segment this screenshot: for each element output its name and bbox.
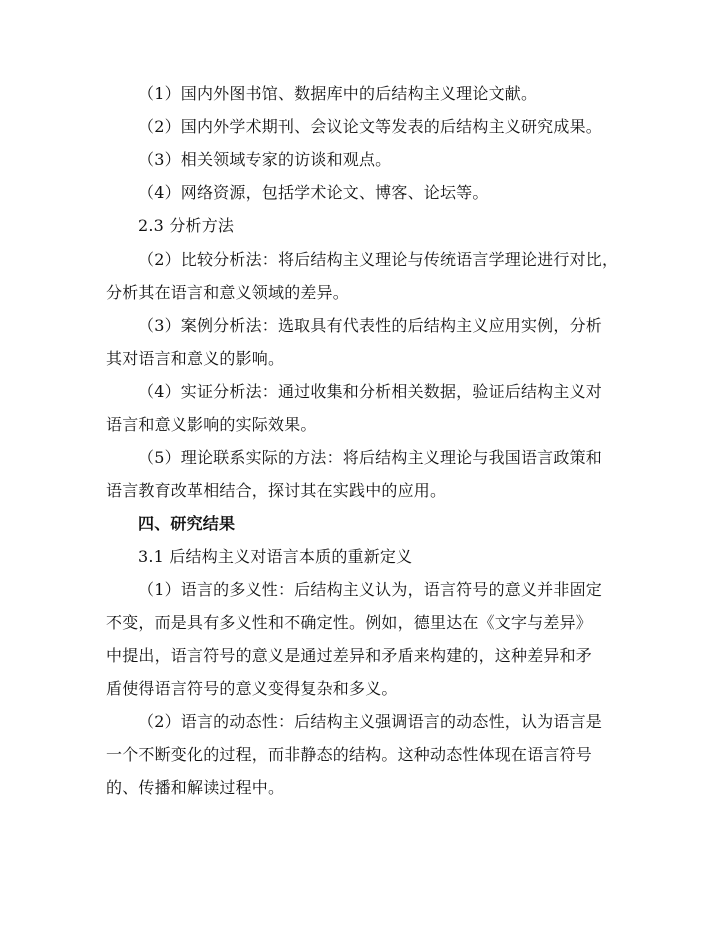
text-line-method-4b: 语言和意义影响的实际效果。 (106, 415, 317, 434)
text-line-method-4a: （4）实证分析法：通过收集和分析相关数据，验证后结构主义对 (138, 382, 602, 401)
text-line-result-1d: 盾使得语言符号的意义变得复杂和多义。 (106, 679, 398, 698)
text-line-method-2a: （2）比较分析法：将后结构主义理论与传统语言学理论进行对比， (138, 250, 619, 269)
text-line-result-2c: 的、传播和解读过程中。 (106, 778, 285, 797)
section-heading-2-3: 2.3 分析方法 (138, 216, 235, 235)
section-heading-3-1: 3.1 后结构主义对语言本质的重新定义 (138, 547, 413, 566)
text-line-source-2: （2）国内外学术期刊、会议论文等发表的后结构主义研究成果。 (138, 117, 602, 136)
text-line-source-1: （1）国内外图书馆、数据库中的后结构主义理论文献。 (138, 84, 538, 103)
text-line-result-1a: （1）语言的多义性：后结构主义认为，语言符号的意义并非固定 (138, 580, 602, 599)
text-line-result-2b: 一个不断变化的过程，而非静态的结构。这种动态性体现在语言符号 (106, 745, 593, 764)
text-line-result-1b: 不变，而是具有多义性和不确定性。例如，德里达在《文字与差异》 (106, 613, 593, 632)
text-line-method-3a: （3）案例分析法：选取具有代表性的后结构主义应用实例，分析 (138, 316, 602, 335)
text-line-method-3b: 其对语言和意义的影响。 (106, 349, 285, 368)
text-line-source-4: （4）网络资源，包括学术论文、博客、论坛等。 (138, 183, 489, 202)
text-line-source-3: （3）相关领域专家的访谈和观点。 (138, 150, 392, 169)
text-line-method-5b: 语言教育改革相结合，探讨其在实践中的应用。 (106, 481, 447, 500)
chapter-heading-results: 四、研究结果 (138, 514, 236, 533)
text-line-method-5a: （5）理论联系实际的方法：将后结构主义理论与我国语言政策和 (138, 448, 602, 467)
text-line-result-1c: 中提出，语言符号的意义是通过差异和矛盾来构建的，这种差异和矛 (106, 646, 593, 665)
text-line-result-2a: （2）语言的动态性：后结构主义强调语言的动态性，认为语言是 (138, 712, 602, 731)
text-line-method-2b: 分析其在语言和意义领域的差异。 (106, 283, 350, 302)
